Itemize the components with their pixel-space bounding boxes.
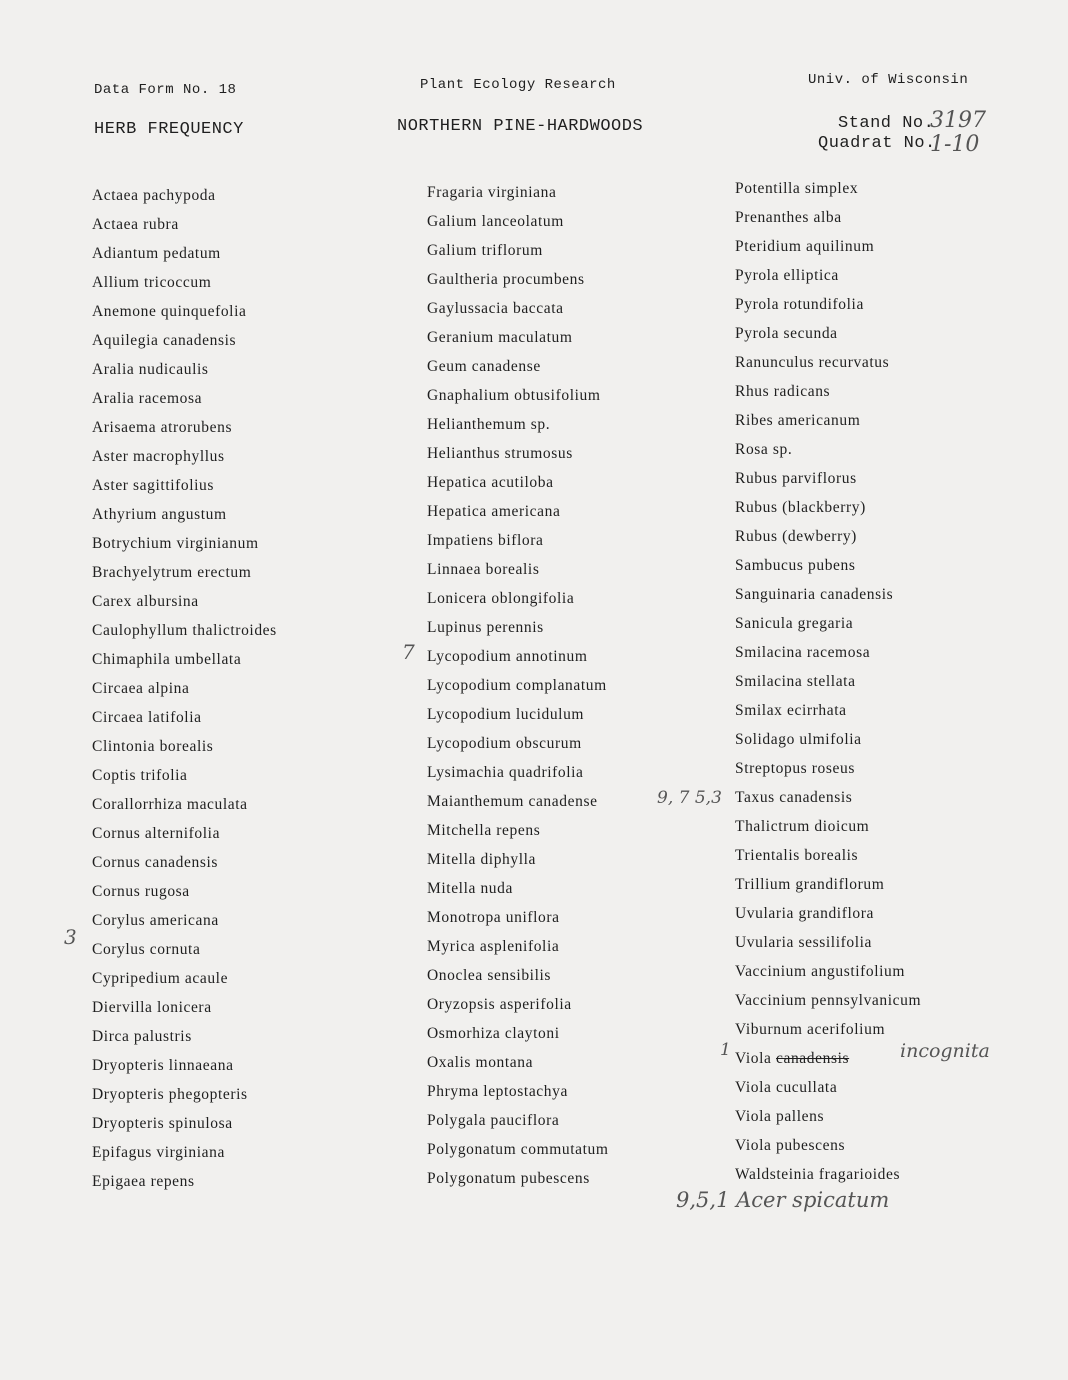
species-item: Pteridium aquilinum	[735, 238, 875, 255]
species-item: Dryopteris linnaeana	[92, 1057, 234, 1074]
species-item: Lycopodium complanatum	[427, 677, 607, 694]
species-item: Linnaea borealis	[427, 561, 540, 578]
species-column-3	[735, 174, 921, 1189]
species-item: Galium lanceolatum	[427, 213, 564, 230]
species-item: Epigaea repens	[92, 1173, 195, 1190]
species-item: Viola pallens	[735, 1108, 825, 1125]
species-item: Prenanthes alba	[735, 209, 842, 226]
species-item: Pyrola secunda	[735, 325, 838, 342]
species-item: Rubus parviflorus	[735, 470, 857, 487]
species-item: Sanguinaria canadensis	[735, 586, 894, 603]
species-item: Taxus canadensis	[735, 789, 853, 806]
species-item: Cornus rugosa	[92, 883, 190, 900]
species-item: Coptis trifolia	[92, 767, 188, 784]
handwritten-mark-corylus: 3	[64, 925, 77, 949]
handwritten-note-bottom: 9,5,1 Acer spicatum	[676, 1188, 890, 1212]
species-item: Lycopodium obscurum	[427, 735, 582, 752]
species-item: Oxalis montana	[427, 1054, 534, 1071]
species-item: Rosa sp.	[735, 441, 793, 458]
species-item: Aquilegia canadensis	[92, 332, 237, 349]
species-item: Circaea latifolia	[92, 709, 202, 726]
form-number: Data Form No. 18	[94, 82, 237, 98]
species-item: Impatiens biflora	[427, 532, 544, 549]
species-item: Mitella nuda	[427, 880, 513, 897]
species-item: Uvularia grandiflora	[735, 905, 874, 922]
species-item: Waldsteinia fragarioides	[735, 1166, 901, 1183]
species-item: Solidago ulmifolia	[735, 731, 862, 748]
species-item: Onoclea sensibilis	[427, 967, 552, 984]
species-item: Polygonatum pubescens	[427, 1170, 590, 1187]
organization: Plant Ecology Research	[420, 77, 616, 93]
species-item: Corallorrhiza maculata	[92, 796, 248, 813]
species-item: Helianthus strumosus	[427, 445, 573, 462]
species-item: Gaultheria procumbens	[427, 271, 585, 288]
species-item: Osmorhiza claytoni	[427, 1025, 560, 1042]
species-item: Galium triflorum	[427, 242, 543, 259]
handwritten-mark-lycopodium: 7	[402, 640, 415, 664]
university: Univ. of Wisconsin	[808, 72, 969, 88]
species-item: Rubus (blackberry)	[735, 499, 866, 516]
species-item: Aster sagittifolius	[92, 477, 215, 494]
species-item: Cornus alternifolia	[92, 825, 221, 842]
species-item: Myrica asplenifolia	[427, 938, 560, 955]
species-item: Athyrium angustum	[92, 506, 227, 523]
species-item: Arisaema atrorubens	[92, 419, 233, 436]
quadrat-value: 1-10	[930, 132, 980, 157]
species-item: Monotropa uniflora	[427, 909, 560, 926]
species-item: Sambucus pubens	[735, 557, 856, 574]
species-item: Rhus radicans	[735, 383, 831, 400]
species-item: Cornus canadensis	[92, 854, 218, 871]
handwritten-note-viola: incognita	[900, 1040, 990, 1062]
species-item: Polygala pauciflora	[427, 1112, 560, 1129]
species-column-2	[427, 178, 609, 1193]
species-item: Geranium maculatum	[427, 329, 573, 346]
species-item: Clintonia borealis	[92, 738, 214, 755]
species-item: Hepatica americana	[427, 503, 561, 520]
struck-epithet: canadensis	[776, 1050, 850, 1067]
species-item: Vaccinium pennsylvanicum	[735, 992, 922, 1009]
species-item: Mitella diphylla	[427, 851, 537, 868]
species-item: Gaylussacia baccata	[427, 300, 564, 317]
species-item: Uvularia sessilifolia	[735, 934, 873, 951]
species-item: Oryzopsis asperifolia	[427, 996, 572, 1013]
species-item: Viola pubescens	[735, 1137, 846, 1154]
species-name: Viola	[735, 1050, 772, 1067]
species-item: Ribes americanum	[735, 412, 861, 429]
community-title: NORTHERN PINE-HARDWOODS	[397, 117, 644, 136]
species-item: Lycopodium lucidulum	[427, 706, 585, 723]
species-item: Circaea alpina	[92, 680, 190, 697]
species-item: Pyrola elliptica	[735, 267, 839, 284]
species-item: Brachyelytrum erectum	[92, 564, 252, 581]
species-item: Smilax ecirrhata	[735, 702, 847, 719]
species-item: Maianthemum canadense	[427, 793, 598, 810]
species-item: Corylus americana	[92, 912, 219, 929]
species-item: Dryopteris phegopteris	[92, 1086, 248, 1103]
form-title: HERB FREQUENCY	[94, 120, 244, 139]
species-item: Fragaria virginiana	[427, 184, 557, 201]
species-item: Viola cucullata	[735, 1079, 838, 1096]
stand-value: 3197	[930, 108, 986, 133]
stand-label: Stand No.	[838, 114, 935, 133]
species-item: Vaccinium angustifolium	[735, 963, 906, 980]
species-item: Viburnum acerifolium	[735, 1021, 886, 1038]
species-item: Lupinus perennis	[427, 619, 544, 636]
species-item: Anemone quinquefolia	[92, 303, 247, 320]
species-item: Ranunculus recurvatus	[735, 354, 890, 371]
species-item: Geum canadense	[427, 358, 541, 375]
species-item: Helianthemum sp.	[427, 416, 551, 433]
species-item: Phryma leptostachya	[427, 1083, 568, 1100]
species-item: Polygonatum commutatum	[427, 1141, 609, 1158]
species-item: Hepatica acutiloba	[427, 474, 554, 491]
handwritten-mark-taxus: 9, 7 5,3	[657, 788, 722, 808]
species-item: Aralia racemosa	[92, 390, 203, 407]
species-item: Actaea rubra	[92, 216, 179, 233]
species-item: Streptopus roseus	[735, 760, 855, 777]
species-column-1	[92, 181, 277, 1196]
species-item: Lycopodium annotinum	[427, 648, 588, 665]
species-item: Rubus (dewberry)	[735, 528, 857, 545]
species-item: Lonicera oblongifolia	[427, 590, 575, 607]
species-item: Botrychium virginianum	[92, 535, 259, 552]
quadrat-label: Quadrat No.	[818, 134, 936, 153]
species-item: Allium tricoccum	[92, 274, 212, 291]
species-item: Corylus cornuta	[92, 941, 201, 958]
species-item: Trientalis borealis	[735, 847, 859, 864]
species-item: Smilacina stellata	[735, 673, 856, 690]
species-item: Epifagus virginiana	[92, 1144, 225, 1161]
species-item-viola	[735, 1044, 921, 1073]
species-item: Gnaphalium obtusifolium	[427, 387, 601, 404]
species-item: Mitchella repens	[427, 822, 541, 839]
species-item: Dryopteris spinulosa	[92, 1115, 233, 1132]
species-item: Trillium grandiflorum	[735, 876, 885, 893]
species-item: Carex albursina	[92, 593, 199, 610]
species-item: Caulophyllum thalictroides	[92, 622, 277, 639]
handwritten-mark-viola: 1	[720, 1040, 731, 1060]
species-item: Actaea pachypoda	[92, 187, 216, 204]
species-item: Thalictrum dioicum	[735, 818, 870, 835]
species-item: Smilacina racemosa	[735, 644, 871, 661]
species-item: Potentilla simplex	[735, 180, 859, 197]
species-item: Diervilla lonicera	[92, 999, 212, 1016]
species-item: Sanicula gregaria	[735, 615, 854, 632]
species-item: Adiantum pedatum	[92, 245, 221, 262]
species-item: Chimaphila umbellata	[92, 651, 242, 668]
species-item: Aster macrophyllus	[92, 448, 225, 465]
species-item: Lysimachia quadrifolia	[427, 764, 584, 781]
species-item: Aralia nudicaulis	[92, 361, 209, 378]
species-item: Cypripedium acaule	[92, 970, 229, 987]
species-item: Pyrola rotundifolia	[735, 296, 864, 313]
species-item: Dirca palustris	[92, 1028, 192, 1045]
